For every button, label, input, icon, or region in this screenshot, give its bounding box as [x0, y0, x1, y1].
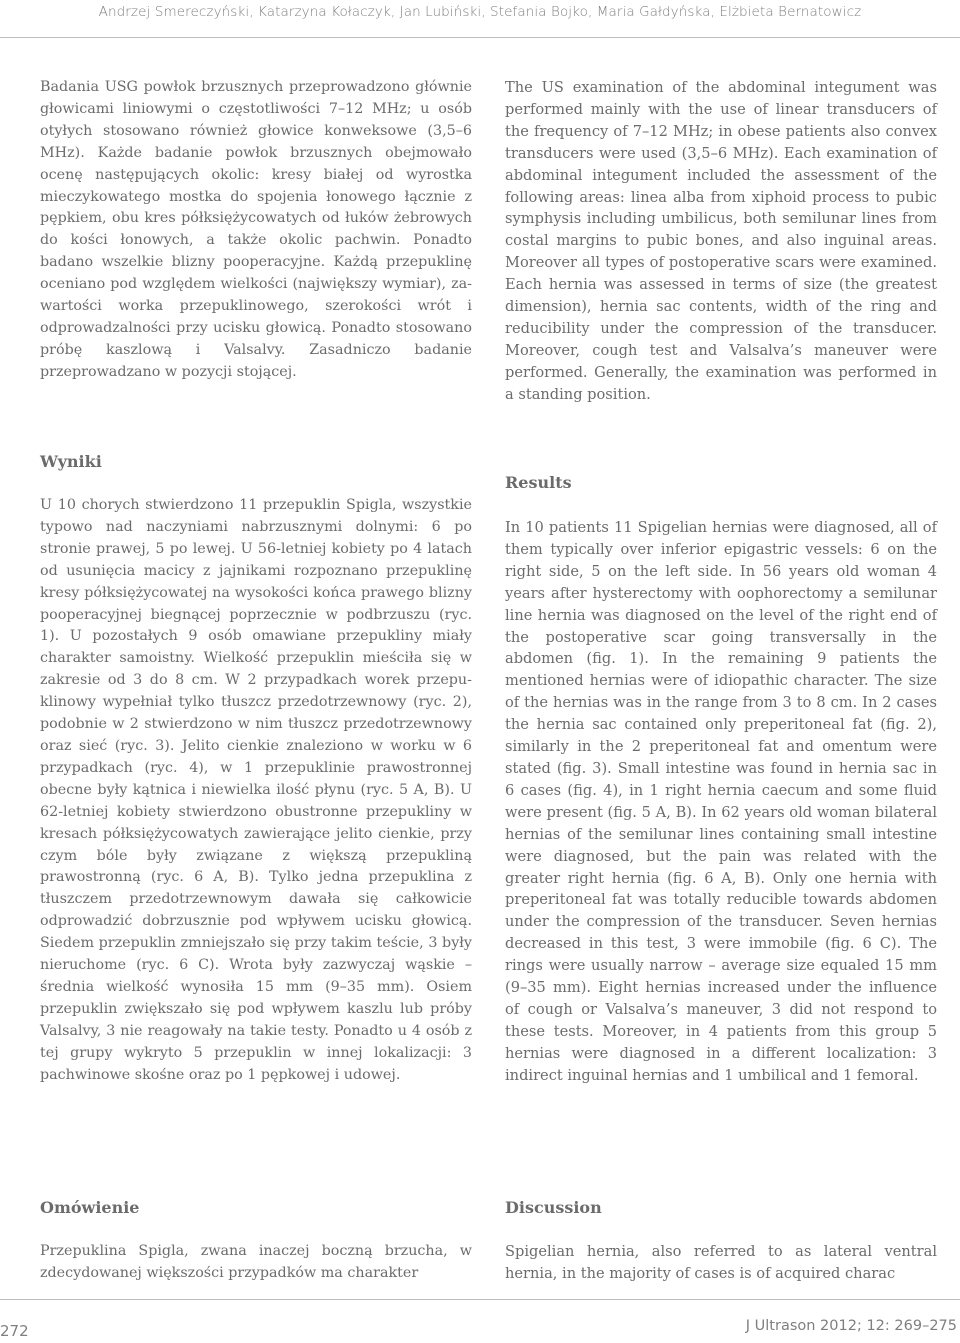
pl-discussion-paragraph: Przepuklina Spigla, zwana inaczej boczną brzucha, w zdecydowanej większości przypadków ma charakter — [40, 1243, 472, 1281]
en-discussion-heading: Discussion — [505, 1198, 602, 1217]
page-number: 272 — [0, 1322, 29, 1340]
en-methods-paragraph: The US examination of the abdominal integument was performed mainly with the use of linear transducers of the frequency of 7–12 MHz; in obese patients also convex transducers were used (3,5–6 MHz). Each examination of abdominal integument included the assessment of the following areas: linea alba from xiphoid process to pubic symphysis including umbilicus, both semilunar lines from costal margins to pubic bones, and also inguinal areas. Moreover all types of postoperative scars were examined. Each hernia was assessed in terms of size (the greatest dimension), hernia sac contents, width of the ring and reducibility under the compression of the transducer. Moreover, cough test and Valsalva’s maneuver were performed. Generally, the examination was performed in a standing position. — [505, 79, 937, 403]
pl-results-paragraph: U 10 chorych stwierdzono 11 przepuklin Spigla, wszystkie typowo nad naczyniami nabrzusznymi dolnymi: 6 po stronie prawej, 5 po lewej. U 56-letniej kobiety po 4 latach od usunięcia macicy z jajnikami rozpoznano przepuklinę kresy półksiężycowatej na wysokości końca prawego blizny pooperacyjnej biegnącej poprzecznie w podbrzuszu (ryc. 1). U pozostałych 9 osób omawiane przepukliny miały charakter samoistny. Wielkość przepuklin mieściła się w zakresie od 3 do 8 cm. W 2 przypadkach worek przepuklinowy wypełniał tylko tłuszcz przedotrzewnowy (ryc. 2), podobnie w 2 stwierdzono w nim tłuszcz przedotrzewnowy oraz sieć (ryc. 3). Jelito cienkie znaleziono w worku w 6 przypadkach (ryc. 4), w 1 przepuklinie prawostronnej obecne były kątnica i niewielka ilość płynu (ryc. 5 A, B). U 62-letniej kobiety stwierdzono obustronne przepukliny w kresach półksiężycowatych zawierające jelito cienkie, przy czym bóle były związane z większą przepukliną prawostronną (ryc. 6 A, B). Tylko jedna przepuklina z tłuszczem przedotrzewnowym dawała się całkowicie odprowadzić dobrzusznie pod wpływem ucisku głowicą. Siedem przepuklin zmniejszało się przy takim teście, 3 były nieruchome (ryc. 6 C). Wrota były zazwyczaj wąskie – średnia wielkość wynosiła 15 mm (9–35 mm). Osiem przepuklin zwiększało się pod wpływem kaszlu lub próby Valsalvy, 3 nie reagowały na takie testy. Ponadto u 4 osób z tej grupy wykryto 5 przepuklin w innej lokalizacji: 3 pachwinowe skośne oraz po 1 pępkowej i udowej. — [40, 497, 472, 1083]
journal-citation: J Ultrason 2012; 12: 269–275 — [745, 1318, 957, 1334]
pl-methods-paragraph: Badania USG powłok brzusznych przeprowadzono głównie głowicami liniowymi o częstotliwości 7–12 MHz; u osób otyłych stosowano również głowice konweksowe (3,5–6 MHz). Każde badanie powłok brzusznych obejmowało ocenę następujących okolic: kresy białej od wyrostka mieczykowatego mostka do spojenia łonowego łącznie z pępkiem, obu kres półksiężycowatych od łuków żebrowych do kości łonowych, a także okolic pachwin. Ponadto badano wszelkie blizny pooperacyjne. Każdą przepuklinę oceniano pod względem wielkości (największy wymiar), zawartości worka przepuklinowego, szerokości wrót i odprowadzalności przy ucisku głowicą. Ponadto stosowano próbę kaszlową i Valsalvy. Zasadniczo badanie przeprowadzano w pozycji stojącej. — [40, 79, 472, 380]
pl-results-heading: Wyniki — [40, 452, 102, 471]
en-results-paragraph: In 10 patients 11 Spigelian hernias were diagnosed, all of them typically over inferior epigastric vessels: 6 on the right side, 5 on the left side. In 56 years old woman 4 years after hysterectomy with oophorectomy a semilunar line hernia was diagnosed on the level of the right end of the postoperative scar going transversally in the abdomen (fig. 1). In the remaining 9 patients the mentioned hernias were of idiopathic character. The size of the hernias was in the range from 3 to 8 cm. In 2 cases the hernia sac contained only preperitoneal fat (fig. 2), similarly in the 2 preperitoneal fat and omentum were stated (fig. 3). Small intestine was found in hernia sac in 6 cases (fig. 4), in 1 right hernia caecum and some fluid were present (fig. 5 A, B). In 62 years old woman bilateral hernias of the semilunar lines containing small intestine were diagnosed, but the pain was related with the greater right hernia (fig. 6 A, B). Only one hernia with preperitoneal fat was totally reducible towards abdomen under the compression of the transducer. Seven hernias decreased in this test, 3 were immobile (fig. 6 C). The rings were usually narrow – average size equaled 15 mm (9–35 mm). Eight hernias increased under the influence of cough or Valsalva’s maneuver, 3 did not respond to these tests. Moreover, in 4 patients from this group 5 hernias were diagnosed in a different localization: 3 indirect inguinal hernias and 1 umbilical and 1 femoral. — [505, 519, 937, 1084]
pl-discussion-block — [40, 1241, 472, 1287]
en-discussion-block — [505, 1241, 937, 1287]
en-discussion-paragraph: Spigelian hernia, also referred to as lateral ventral hernia, in the majority of cases is of acquired charac — [505, 1243, 937, 1282]
pl-discussion-heading: Omówienie — [40, 1198, 140, 1217]
footer-divider — [0, 1299, 960, 1300]
en-results-block — [505, 517, 937, 1087]
en-methods-block — [505, 77, 937, 406]
en-results-heading: Results — [505, 473, 572, 492]
pl-methods-block — [40, 77, 472, 384]
pl-results-block — [40, 495, 472, 1086]
running-header-authors: Andrzej Smereczyński, Katarzyna Kołaczyk, Jan Lubiński, Stefania Bojko, Maria Gałdyńska, Elżbieta Bernatowicz — [98, 4, 862, 20]
header-divider — [0, 37, 960, 38]
